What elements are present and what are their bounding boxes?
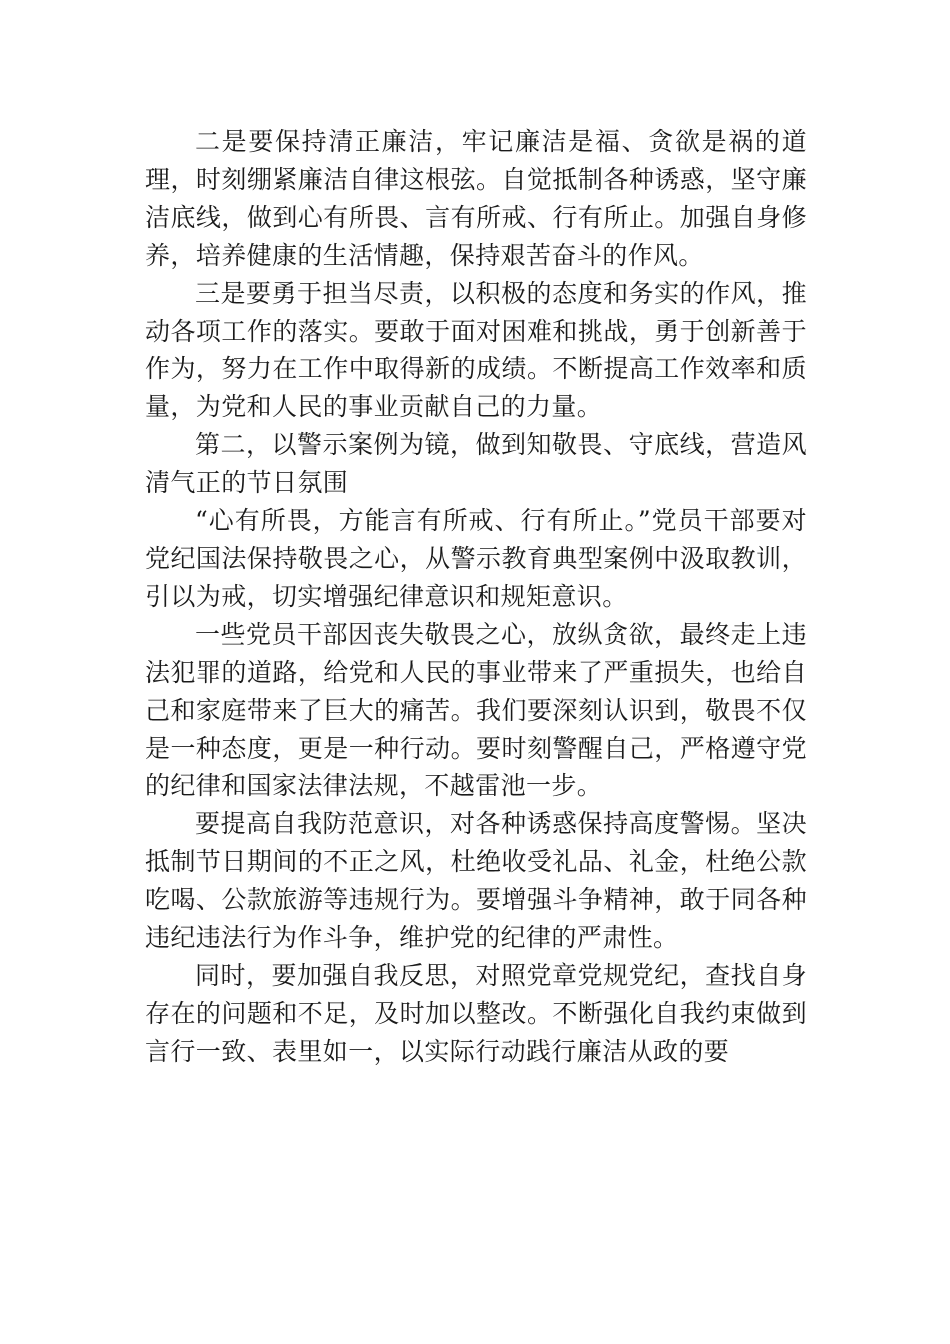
paragraph-dandang-jinze: 三是要勇于担当尽责，以积极的态度和务实的作风，推动各项工作的落实。要敢于面对困难和挑战，勇于创新善于作为，努力在工作中取得新的成绩。不断提高工作效率和质量，为党和人民的事业贡献自己的力量。	[145, 278, 807, 422]
paragraph-qingzheng-lianjie: 二是要保持清正廉洁，牢记廉洁是福、贪欲是祸的道理，时刻绷紧廉洁自律这根弦。自觉抵制各种诱惑，坚守廉洁底线，做到心有所畏、言有所戒、行有所止。加强自身修养，培养健康的生活情趣，保持艰苦奋斗的作风。	[145, 127, 807, 270]
paragraph-quote-xinyousuowei: “心有所畏，方能言有所戒、行有所止。”党员干部要对党纪国法保持敬畏之心，从警示教育典型案例中汲取教训，引以为戒，切实增强纪律意识和规矩意识。	[145, 506, 807, 611]
document-body	[145, 123, 807, 1071]
paragraph-self-reflection: 同时，要加强自我反思，对照党章党规党纪，查找自身存在的问题和不足，及时加以整改。不断强化自我约束做到言行一致、表里如一，以实际行动践行廉洁从政的要	[145, 960, 807, 1066]
paragraph-warning-cases: 一些党员干部因丧失敬畏之心，放纵贪欲，最终走上违法犯罪的道路，给党和人民的事业带来了严重损失，也给自己和家庭带来了巨大的痛苦。我们要深刻认识到，敬畏不仅是一种态度，更是一种行动。要时刻警醒自己，严格遵守党的纪律和国家法律法规，不越雷池一步。	[145, 619, 807, 801]
section-heading-second: 第二，以警示案例为镜，做到知敬畏、守底线，营造风清气正的节日氛围	[145, 430, 807, 498]
paragraph-self-defense: 要提高自我防范意识，对各种诱惑保持高度警惕。坚决抵制节日期间的不正之风，杜绝收受礼品、礼金，杜绝公款吃喝、公款旅游等违规行为。要增强斗争精神，敢于同各种违纪违法行为作斗争，维护党的纪律的严肃性。	[145, 809, 807, 953]
